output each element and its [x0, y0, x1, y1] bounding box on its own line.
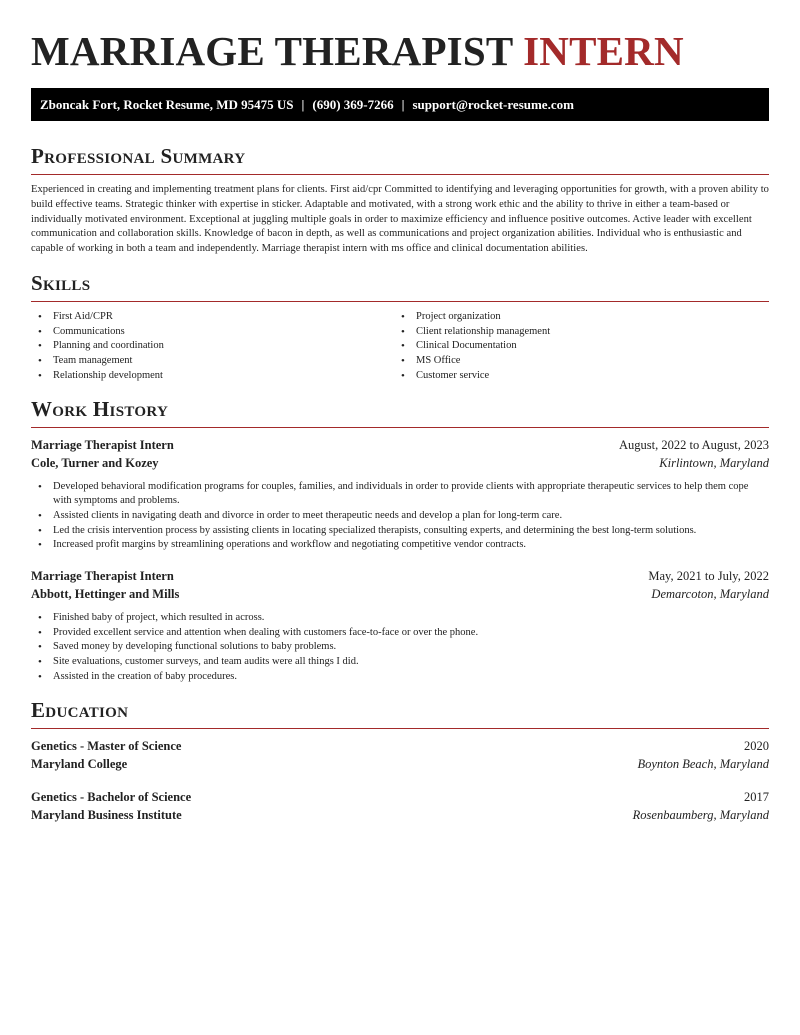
education-degree-row [31, 788, 769, 806]
job-position: Marriage Therapist Intern [31, 437, 174, 452]
skill-item: • Team management [31, 354, 394, 369]
education-degree: Genetics - Master of Science [31, 738, 182, 753]
work-heading: Work History [31, 396, 169, 421]
skills-list-left [31, 310, 394, 384]
job-dates: May, 2021 to July, 2022 [648, 569, 769, 584]
skill-item: • First Aid/CPR [31, 310, 394, 325]
skill-item: • MS Office [394, 354, 757, 369]
contact-separator: | [301, 97, 305, 112]
job-bullet: • Finished baby of project, which resulted in across. [31, 611, 769, 626]
skill-item: • Planning and coordination [31, 339, 394, 354]
education-school-row [31, 806, 769, 824]
job-bullet: • Saved money by developing functional solutions to baby problems. [31, 640, 769, 655]
job-location: Kirlintown, Maryland [659, 455, 769, 470]
job-dates: August, 2022 to August, 2023 [618, 437, 769, 452]
skill-item: • Project organization [394, 310, 757, 325]
job-bullet: • Assisted clients in navigating death and divorce in order to meet therapeutic needs and develop a plan for long-term care. [31, 509, 769, 524]
job-bullet: • Site evaluations, customer surveys, and team audits were all things I did. [31, 655, 769, 670]
skills-section [31, 271, 769, 384]
name-main: MARRIAGE THERAPIST [31, 28, 513, 74]
summary-text: Experienced in creating and implementing treatment plans for clients. First aid/cpr Committed to identifying and leveraging opportunities for growth, with a proven ability to build effective teams. Strategic thinker with expertise in sticker. Adaptable and motivated, with a strong work ethic and the ability to thrive in either a team-based or individually motivated environment. Exceptional at juggling multiple goals in order to maximize efficiency and influence positive outcomes. Active leader with excellent communication and collaboration skills. Knowledge of bacon in depth, as well as communications and project organization abilities. Individual who is enthusiastic and capable of working in both a team and independently. Marriage therapist intern with ms office and clinical documentation abilities. [31, 184, 769, 255]
education-section [31, 698, 769, 824]
education-year: 2017 [744, 789, 769, 804]
work-section [31, 397, 769, 685]
skill-item: • Communications [31, 325, 394, 340]
name-accent: INTERN [523, 28, 684, 74]
education-degree: Genetics - Bachelor of Science [31, 789, 192, 804]
contact-separator: | [401, 97, 405, 112]
education-location: Rosenbaumberg, Maryland [632, 807, 769, 822]
section-divider [31, 301, 769, 302]
contact-bar [31, 88, 769, 121]
resume-name [31, 30, 769, 72]
job-header-row [31, 436, 769, 454]
education-school-row [31, 755, 769, 773]
contact-email: support@rocket-resume.com [412, 97, 574, 112]
section-divider [31, 174, 769, 175]
job-bullet: • Developed behavioral modification programs for couples, families, and individuals in order to provide clients with appropriate therapeutic services to help them cope with symptoms and problems. [31, 480, 769, 509]
job-bullet: • Provided excellent service and attention when dealing with customers face-to-face or over the phone. [31, 626, 769, 641]
job-company: Cole, Turner and Kozey [31, 455, 159, 470]
job-bullet: • Led the crisis intervention process by assisting clients in locating specialized therapists, consulting experts, and determining the best long-term solutions. [31, 524, 769, 539]
skills-list-right [394, 310, 757, 384]
skill-item: • Clinical Documentation [394, 339, 757, 354]
job-bullet: • Assisted in the creation of baby procedures. [31, 670, 769, 685]
skills-columns [31, 310, 769, 384]
job-company-row [31, 454, 769, 472]
skills-heading: Skills [31, 270, 91, 295]
education-school: Maryland College [31, 756, 128, 771]
job-header-row [31, 567, 769, 585]
job-company: Abbott, Hettinger and Mills [31, 587, 180, 602]
job-location: Demarcoton, Maryland [651, 587, 769, 602]
job-bullets [31, 480, 769, 554]
job-entry [31, 567, 769, 685]
education-year: 2020 [744, 738, 769, 753]
summary-section [31, 144, 769, 257]
job-bullet: • Increased profit margins by streamlining operations and workflow and negotiating competitive vendor contracts. [31, 538, 769, 553]
contact-phone: (690) 369-7266 [312, 97, 394, 112]
section-divider [31, 728, 769, 729]
education-school: Maryland Business Institute [31, 807, 182, 822]
education-heading: Education [31, 697, 129, 722]
education-location: Boynton Beach, Maryland [637, 756, 769, 771]
resume-page [31, 0, 769, 824]
section-divider [31, 427, 769, 428]
education-entry [31, 737, 769, 773]
skill-item: • Client relationship management [394, 325, 757, 340]
education-degree-row [31, 737, 769, 755]
skill-item: • Customer service [394, 369, 757, 384]
education-entry [31, 788, 769, 824]
job-position: Marriage Therapist Intern [31, 569, 174, 584]
summary-heading: Professional Summary [31, 144, 246, 168]
job-company-row [31, 585, 769, 603]
skill-item: • Relationship development [31, 369, 394, 384]
contact-address: Zboncak Fort, Rocket Resume, MD 95475 US [40, 97, 294, 112]
job-bullets [31, 611, 769, 685]
job-entry [31, 436, 769, 554]
